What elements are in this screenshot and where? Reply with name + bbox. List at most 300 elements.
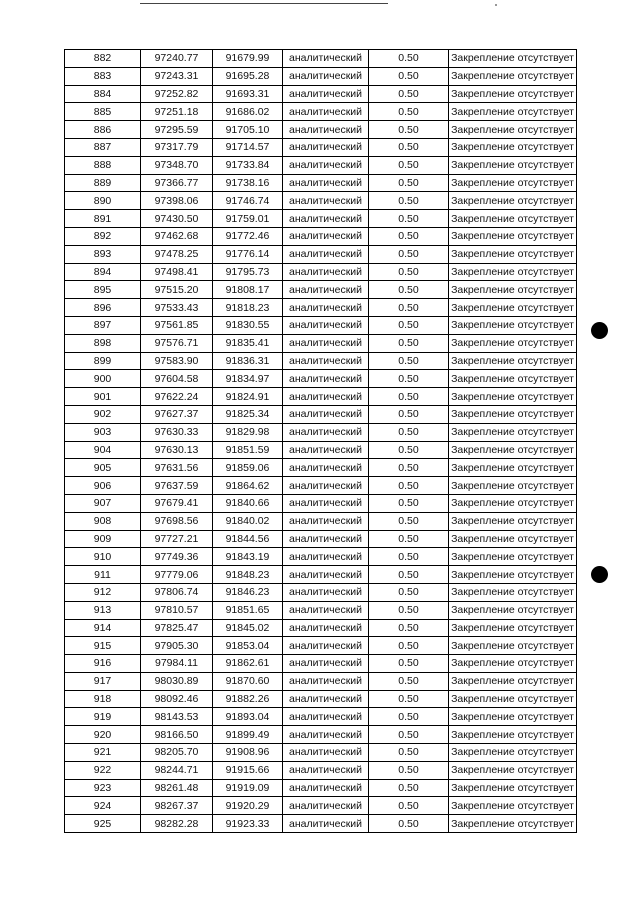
fixing-description-cell: Закрепление отсутствует xyxy=(449,601,577,619)
table-row xyxy=(65,690,577,708)
point-number-cell: 908 xyxy=(65,512,141,530)
table-row xyxy=(65,370,577,388)
table-row xyxy=(65,797,577,815)
x-coordinate-cell: 97243.31 xyxy=(141,67,213,85)
y-coordinate-cell: 91705.10 xyxy=(213,121,283,139)
table-row xyxy=(65,263,577,281)
fixing-description-cell: Закрепление отсутствует xyxy=(449,85,577,103)
point-number-cell: 887 xyxy=(65,138,141,156)
y-coordinate-cell: 91714.57 xyxy=(213,138,283,156)
point-number-cell: 911 xyxy=(65,566,141,584)
table-row xyxy=(65,744,577,762)
point-number-cell: 900 xyxy=(65,370,141,388)
point-number-cell: 888 xyxy=(65,156,141,174)
x-coordinate-cell: 98166.50 xyxy=(141,726,213,744)
table-row xyxy=(65,512,577,530)
table-row xyxy=(65,227,577,245)
fixing-description-cell: Закрепление отсутствует xyxy=(449,263,577,281)
y-coordinate-cell: 91830.55 xyxy=(213,316,283,334)
point-number-cell: 894 xyxy=(65,263,141,281)
method-cell: аналитический xyxy=(283,192,369,210)
method-cell: аналитический xyxy=(283,601,369,619)
x-coordinate-cell: 97637.59 xyxy=(141,477,213,495)
fixing-description-cell: Закрепление отсутствует xyxy=(449,138,577,156)
method-cell: аналитический xyxy=(283,477,369,495)
method-cell: аналитический xyxy=(283,441,369,459)
y-coordinate-cell: 91899.49 xyxy=(213,726,283,744)
accuracy-cell: 0.50 xyxy=(369,637,449,655)
method-cell: аналитический xyxy=(283,388,369,406)
point-number-cell: 912 xyxy=(65,583,141,601)
accuracy-cell: 0.50 xyxy=(369,388,449,406)
y-coordinate-cell: 91851.65 xyxy=(213,601,283,619)
method-cell: аналитический xyxy=(283,566,369,584)
x-coordinate-cell: 97430.50 xyxy=(141,210,213,228)
table-row xyxy=(65,299,577,317)
point-number-cell: 918 xyxy=(65,690,141,708)
method-cell: аналитический xyxy=(283,50,369,68)
method-cell: аналитический xyxy=(283,583,369,601)
point-number-cell: 891 xyxy=(65,210,141,228)
fixing-description-cell: Закрепление отсутствует xyxy=(449,227,577,245)
x-coordinate-cell: 97583.90 xyxy=(141,352,213,370)
fixing-description-cell: Закрепление отсутствует xyxy=(449,566,577,584)
method-cell: аналитический xyxy=(283,548,369,566)
table-row xyxy=(65,388,577,406)
table-body xyxy=(65,50,577,833)
point-number-cell: 915 xyxy=(65,637,141,655)
method-cell: аналитический xyxy=(283,708,369,726)
table-row xyxy=(65,210,577,228)
table-row xyxy=(65,601,577,619)
method-cell: аналитический xyxy=(283,85,369,103)
point-number-cell: 889 xyxy=(65,174,141,192)
table-row xyxy=(65,50,577,68)
point-number-cell: 925 xyxy=(65,815,141,833)
point-number-cell: 893 xyxy=(65,245,141,263)
accuracy-cell: 0.50 xyxy=(369,744,449,762)
accuracy-cell: 0.50 xyxy=(369,281,449,299)
fixing-description-cell: Закрепление отсутствует xyxy=(449,672,577,690)
y-coordinate-cell: 91746.74 xyxy=(213,192,283,210)
table-row xyxy=(65,619,577,637)
accuracy-cell: 0.50 xyxy=(369,619,449,637)
table-row xyxy=(65,245,577,263)
y-coordinate-cell: 91824.91 xyxy=(213,388,283,406)
fixing-description-cell: Закрепление отсутствует xyxy=(449,192,577,210)
fixing-description-cell: Закрепление отсутствует xyxy=(449,477,577,495)
point-number-cell: 890 xyxy=(65,192,141,210)
accuracy-cell: 0.50 xyxy=(369,121,449,139)
accuracy-cell: 0.50 xyxy=(369,601,449,619)
y-coordinate-cell: 91818.23 xyxy=(213,299,283,317)
fixing-description-cell: Закрепление отсутствует xyxy=(449,67,577,85)
method-cell: аналитический xyxy=(283,779,369,797)
fixing-description-cell: Закрепление отсутствует xyxy=(449,637,577,655)
table-row xyxy=(65,726,577,744)
method-cell: аналитический xyxy=(283,423,369,441)
scan-speck xyxy=(495,4,497,6)
point-number-cell: 924 xyxy=(65,797,141,815)
method-cell: аналитический xyxy=(283,797,369,815)
accuracy-cell: 0.50 xyxy=(369,494,449,512)
table-row xyxy=(65,655,577,673)
x-coordinate-cell: 97348.70 xyxy=(141,156,213,174)
accuracy-cell: 0.50 xyxy=(369,50,449,68)
x-coordinate-cell: 97630.33 xyxy=(141,423,213,441)
fixing-description-cell: Закрепление отсутствует xyxy=(449,423,577,441)
point-number-cell: 896 xyxy=(65,299,141,317)
x-coordinate-cell: 97679.41 xyxy=(141,494,213,512)
y-coordinate-cell: 91844.56 xyxy=(213,530,283,548)
accuracy-cell: 0.50 xyxy=(369,370,449,388)
table-row xyxy=(65,121,577,139)
fixing-description-cell: Закрепление отсутствует xyxy=(449,459,577,477)
accuracy-cell: 0.50 xyxy=(369,530,449,548)
accuracy-cell: 0.50 xyxy=(369,441,449,459)
x-coordinate-cell: 97295.59 xyxy=(141,121,213,139)
x-coordinate-cell: 97251.18 xyxy=(141,103,213,121)
table-row xyxy=(65,316,577,334)
fixing-description-cell: Закрепление отсутствует xyxy=(449,388,577,406)
y-coordinate-cell: 91840.02 xyxy=(213,512,283,530)
x-coordinate-cell: 97515.20 xyxy=(141,281,213,299)
y-coordinate-cell: 91920.29 xyxy=(213,797,283,815)
accuracy-cell: 0.50 xyxy=(369,138,449,156)
y-coordinate-cell: 91835.41 xyxy=(213,334,283,352)
fixing-description-cell: Закрепление отсутствует xyxy=(449,530,577,548)
y-coordinate-cell: 91851.59 xyxy=(213,441,283,459)
method-cell: аналитический xyxy=(283,512,369,530)
table-row xyxy=(65,281,577,299)
fixing-description-cell: Закрепление отсутствует xyxy=(449,494,577,512)
accuracy-cell: 0.50 xyxy=(369,459,449,477)
y-coordinate-cell: 91825.34 xyxy=(213,405,283,423)
y-coordinate-cell: 91695.28 xyxy=(213,67,283,85)
x-coordinate-cell: 97366.77 xyxy=(141,174,213,192)
table-row xyxy=(65,779,577,797)
accuracy-cell: 0.50 xyxy=(369,815,449,833)
fixing-description-cell: Закрепление отсутствует xyxy=(449,744,577,762)
point-number-cell: 895 xyxy=(65,281,141,299)
x-coordinate-cell: 98267.37 xyxy=(141,797,213,815)
accuracy-cell: 0.50 xyxy=(369,761,449,779)
table-row xyxy=(65,103,577,121)
accuracy-cell: 0.50 xyxy=(369,726,449,744)
x-coordinate-cell: 97604.58 xyxy=(141,370,213,388)
method-cell: аналитический xyxy=(283,299,369,317)
accuracy-cell: 0.50 xyxy=(369,779,449,797)
accuracy-cell: 0.50 xyxy=(369,174,449,192)
table-row xyxy=(65,530,577,548)
fixing-description-cell: Закрепление отсутствует xyxy=(449,583,577,601)
method-cell: аналитический xyxy=(283,245,369,263)
point-number-cell: 920 xyxy=(65,726,141,744)
accuracy-cell: 0.50 xyxy=(369,210,449,228)
method-cell: аналитический xyxy=(283,67,369,85)
accuracy-cell: 0.50 xyxy=(369,655,449,673)
x-coordinate-cell: 97317.79 xyxy=(141,138,213,156)
x-coordinate-cell: 97806.74 xyxy=(141,583,213,601)
x-coordinate-cell: 97825.47 xyxy=(141,619,213,637)
point-number-cell: 885 xyxy=(65,103,141,121)
accuracy-cell: 0.50 xyxy=(369,192,449,210)
table-row xyxy=(65,494,577,512)
x-coordinate-cell: 97252.82 xyxy=(141,85,213,103)
accuracy-cell: 0.50 xyxy=(369,103,449,121)
x-coordinate-cell: 97498.41 xyxy=(141,263,213,281)
fixing-description-cell: Закрепление отсутствует xyxy=(449,761,577,779)
method-cell: аналитический xyxy=(283,121,369,139)
x-coordinate-cell: 97630.13 xyxy=(141,441,213,459)
x-coordinate-cell: 98030.89 xyxy=(141,672,213,690)
y-coordinate-cell: 91772.46 xyxy=(213,227,283,245)
point-number-cell: 916 xyxy=(65,655,141,673)
y-coordinate-cell: 91829.98 xyxy=(213,423,283,441)
x-coordinate-cell: 97622.24 xyxy=(141,388,213,406)
x-coordinate-cell: 97398.06 xyxy=(141,192,213,210)
x-coordinate-cell: 98092.46 xyxy=(141,690,213,708)
accuracy-cell: 0.50 xyxy=(369,797,449,815)
y-coordinate-cell: 91840.66 xyxy=(213,494,283,512)
fixing-description-cell: Закрепление отсутствует xyxy=(449,779,577,797)
table-row xyxy=(65,138,577,156)
fixing-description-cell: Закрепление отсутствует xyxy=(449,316,577,334)
fixing-description-cell: Закрепление отсутствует xyxy=(449,210,577,228)
method-cell: аналитический xyxy=(283,690,369,708)
y-coordinate-cell: 91870.60 xyxy=(213,672,283,690)
point-number-cell: 883 xyxy=(65,67,141,85)
point-number-cell: 882 xyxy=(65,50,141,68)
fixing-description-cell: Закрепление отсутствует xyxy=(449,690,577,708)
method-cell: аналитический xyxy=(283,352,369,370)
punch-hole-lower xyxy=(591,566,608,583)
x-coordinate-cell: 98282.28 xyxy=(141,815,213,833)
y-coordinate-cell: 91795.73 xyxy=(213,263,283,281)
punch-hole-upper xyxy=(591,322,608,339)
x-coordinate-cell: 97627.37 xyxy=(141,405,213,423)
point-number-cell: 886 xyxy=(65,121,141,139)
table-row xyxy=(65,672,577,690)
y-coordinate-cell: 91848.23 xyxy=(213,566,283,584)
y-coordinate-cell: 91836.31 xyxy=(213,352,283,370)
accuracy-cell: 0.50 xyxy=(369,299,449,317)
accuracy-cell: 0.50 xyxy=(369,423,449,441)
method-cell: аналитический xyxy=(283,494,369,512)
accuracy-cell: 0.50 xyxy=(369,67,449,85)
accuracy-cell: 0.50 xyxy=(369,316,449,334)
method-cell: аналитический xyxy=(283,405,369,423)
fixing-description-cell: Закрепление отсутствует xyxy=(449,299,577,317)
accuracy-cell: 0.50 xyxy=(369,690,449,708)
point-number-cell: 906 xyxy=(65,477,141,495)
table-row xyxy=(65,85,577,103)
point-number-cell: 922 xyxy=(65,761,141,779)
method-cell: аналитический xyxy=(283,459,369,477)
accuracy-cell: 0.50 xyxy=(369,85,449,103)
fixing-description-cell: Закрепление отсутствует xyxy=(449,797,577,815)
table-row xyxy=(65,566,577,584)
accuracy-cell: 0.50 xyxy=(369,566,449,584)
table-row xyxy=(65,459,577,477)
method-cell: аналитический xyxy=(283,655,369,673)
fixing-description-cell: Закрепление отсутствует xyxy=(449,174,577,192)
accuracy-cell: 0.50 xyxy=(369,477,449,495)
point-number-cell: 899 xyxy=(65,352,141,370)
x-coordinate-cell: 97561.85 xyxy=(141,316,213,334)
fixing-description-cell: Закрепление отсутствует xyxy=(449,281,577,299)
table-row xyxy=(65,192,577,210)
point-number-cell: 892 xyxy=(65,227,141,245)
x-coordinate-cell: 97810.57 xyxy=(141,601,213,619)
method-cell: аналитический xyxy=(283,637,369,655)
point-number-cell: 902 xyxy=(65,405,141,423)
accuracy-cell: 0.50 xyxy=(369,583,449,601)
method-cell: аналитический xyxy=(283,103,369,121)
method-cell: аналитический xyxy=(283,815,369,833)
method-cell: аналитический xyxy=(283,210,369,228)
point-number-cell: 923 xyxy=(65,779,141,797)
method-cell: аналитический xyxy=(283,334,369,352)
table-row xyxy=(65,441,577,459)
fixing-description-cell: Закрепление отсутствует xyxy=(449,815,577,833)
y-coordinate-cell: 91845.02 xyxy=(213,619,283,637)
y-coordinate-cell: 91915.66 xyxy=(213,761,283,779)
y-coordinate-cell: 91853.04 xyxy=(213,637,283,655)
accuracy-cell: 0.50 xyxy=(369,263,449,281)
point-number-cell: 905 xyxy=(65,459,141,477)
method-cell: аналитический xyxy=(283,530,369,548)
table-row xyxy=(65,156,577,174)
table-row xyxy=(65,405,577,423)
y-coordinate-cell: 91686.02 xyxy=(213,103,283,121)
accuracy-cell: 0.50 xyxy=(369,708,449,726)
accuracy-cell: 0.50 xyxy=(369,156,449,174)
accuracy-cell: 0.50 xyxy=(369,352,449,370)
x-coordinate-cell: 97240.77 xyxy=(141,50,213,68)
method-cell: аналитический xyxy=(283,761,369,779)
method-cell: аналитический xyxy=(283,227,369,245)
y-coordinate-cell: 91808.17 xyxy=(213,281,283,299)
point-number-cell: 907 xyxy=(65,494,141,512)
x-coordinate-cell: 97779.06 xyxy=(141,566,213,584)
point-number-cell: 913 xyxy=(65,601,141,619)
y-coordinate-cell: 91862.61 xyxy=(213,655,283,673)
y-coordinate-cell: 91733.84 xyxy=(213,156,283,174)
table-row xyxy=(65,815,577,833)
fixing-description-cell: Закрепление отсутствует xyxy=(449,548,577,566)
x-coordinate-cell: 98261.48 xyxy=(141,779,213,797)
accuracy-cell: 0.50 xyxy=(369,405,449,423)
method-cell: аналитический xyxy=(283,263,369,281)
point-number-cell: 919 xyxy=(65,708,141,726)
fixing-description-cell: Закрепление отсутствует xyxy=(449,121,577,139)
table-row xyxy=(65,423,577,441)
top-rule-line xyxy=(140,3,388,4)
table-row xyxy=(65,637,577,655)
point-number-cell: 884 xyxy=(65,85,141,103)
method-cell: аналитический xyxy=(283,316,369,334)
x-coordinate-cell: 97576.71 xyxy=(141,334,213,352)
coordinates-table xyxy=(64,49,577,833)
x-coordinate-cell: 97478.25 xyxy=(141,245,213,263)
fixing-description-cell: Закрепление отсутствует xyxy=(449,655,577,673)
method-cell: аналитический xyxy=(283,138,369,156)
y-coordinate-cell: 91834.97 xyxy=(213,370,283,388)
x-coordinate-cell: 97727.21 xyxy=(141,530,213,548)
x-coordinate-cell: 97905.30 xyxy=(141,637,213,655)
x-coordinate-cell: 97631.56 xyxy=(141,459,213,477)
method-cell: аналитический xyxy=(283,619,369,637)
method-cell: аналитический xyxy=(283,672,369,690)
y-coordinate-cell: 91864.62 xyxy=(213,477,283,495)
fixing-description-cell: Закрепление отсутствует xyxy=(449,512,577,530)
y-coordinate-cell: 91846.23 xyxy=(213,583,283,601)
accuracy-cell: 0.50 xyxy=(369,548,449,566)
table-row xyxy=(65,67,577,85)
y-coordinate-cell: 91679.99 xyxy=(213,50,283,68)
table-row xyxy=(65,708,577,726)
y-coordinate-cell: 91908.96 xyxy=(213,744,283,762)
accuracy-cell: 0.50 xyxy=(369,334,449,352)
point-number-cell: 914 xyxy=(65,619,141,637)
fixing-description-cell: Закрепление отсутствует xyxy=(449,726,577,744)
x-coordinate-cell: 98244.71 xyxy=(141,761,213,779)
table-row xyxy=(65,548,577,566)
fixing-description-cell: Закрепление отсутствует xyxy=(449,708,577,726)
fixing-description-cell: Закрепление отсутствует xyxy=(449,245,577,263)
point-number-cell: 903 xyxy=(65,423,141,441)
point-number-cell: 897 xyxy=(65,316,141,334)
y-coordinate-cell: 91923.33 xyxy=(213,815,283,833)
fixing-description-cell: Закрепление отсутствует xyxy=(449,50,577,68)
accuracy-cell: 0.50 xyxy=(369,227,449,245)
fixing-description-cell: Закрепление отсутствует xyxy=(449,156,577,174)
method-cell: аналитический xyxy=(283,174,369,192)
y-coordinate-cell: 91919.09 xyxy=(213,779,283,797)
point-number-cell: 898 xyxy=(65,334,141,352)
y-coordinate-cell: 91882.26 xyxy=(213,690,283,708)
fixing-description-cell: Закрепление отсутствует xyxy=(449,352,577,370)
table-row xyxy=(65,174,577,192)
method-cell: аналитический xyxy=(283,726,369,744)
y-coordinate-cell: 91776.14 xyxy=(213,245,283,263)
x-coordinate-cell: 97462.68 xyxy=(141,227,213,245)
y-coordinate-cell: 91759.01 xyxy=(213,210,283,228)
point-number-cell: 921 xyxy=(65,744,141,762)
table-row xyxy=(65,334,577,352)
accuracy-cell: 0.50 xyxy=(369,672,449,690)
method-cell: аналитический xyxy=(283,744,369,762)
fixing-description-cell: Закрепление отсутствует xyxy=(449,441,577,459)
fixing-description-cell: Закрепление отсутствует xyxy=(449,405,577,423)
fixing-description-cell: Закрепление отсутствует xyxy=(449,370,577,388)
accuracy-cell: 0.50 xyxy=(369,245,449,263)
point-number-cell: 904 xyxy=(65,441,141,459)
table-row xyxy=(65,761,577,779)
x-coordinate-cell: 97749.36 xyxy=(141,548,213,566)
y-coordinate-cell: 91893.04 xyxy=(213,708,283,726)
point-number-cell: 901 xyxy=(65,388,141,406)
point-number-cell: 910 xyxy=(65,548,141,566)
x-coordinate-cell: 97533.43 xyxy=(141,299,213,317)
x-coordinate-cell: 98143.53 xyxy=(141,708,213,726)
point-number-cell: 917 xyxy=(65,672,141,690)
table-row xyxy=(65,583,577,601)
fixing-description-cell: Закрепление отсутствует xyxy=(449,103,577,121)
y-coordinate-cell: 91738.16 xyxy=(213,174,283,192)
fixing-description-cell: Закрепление отсутствует xyxy=(449,334,577,352)
